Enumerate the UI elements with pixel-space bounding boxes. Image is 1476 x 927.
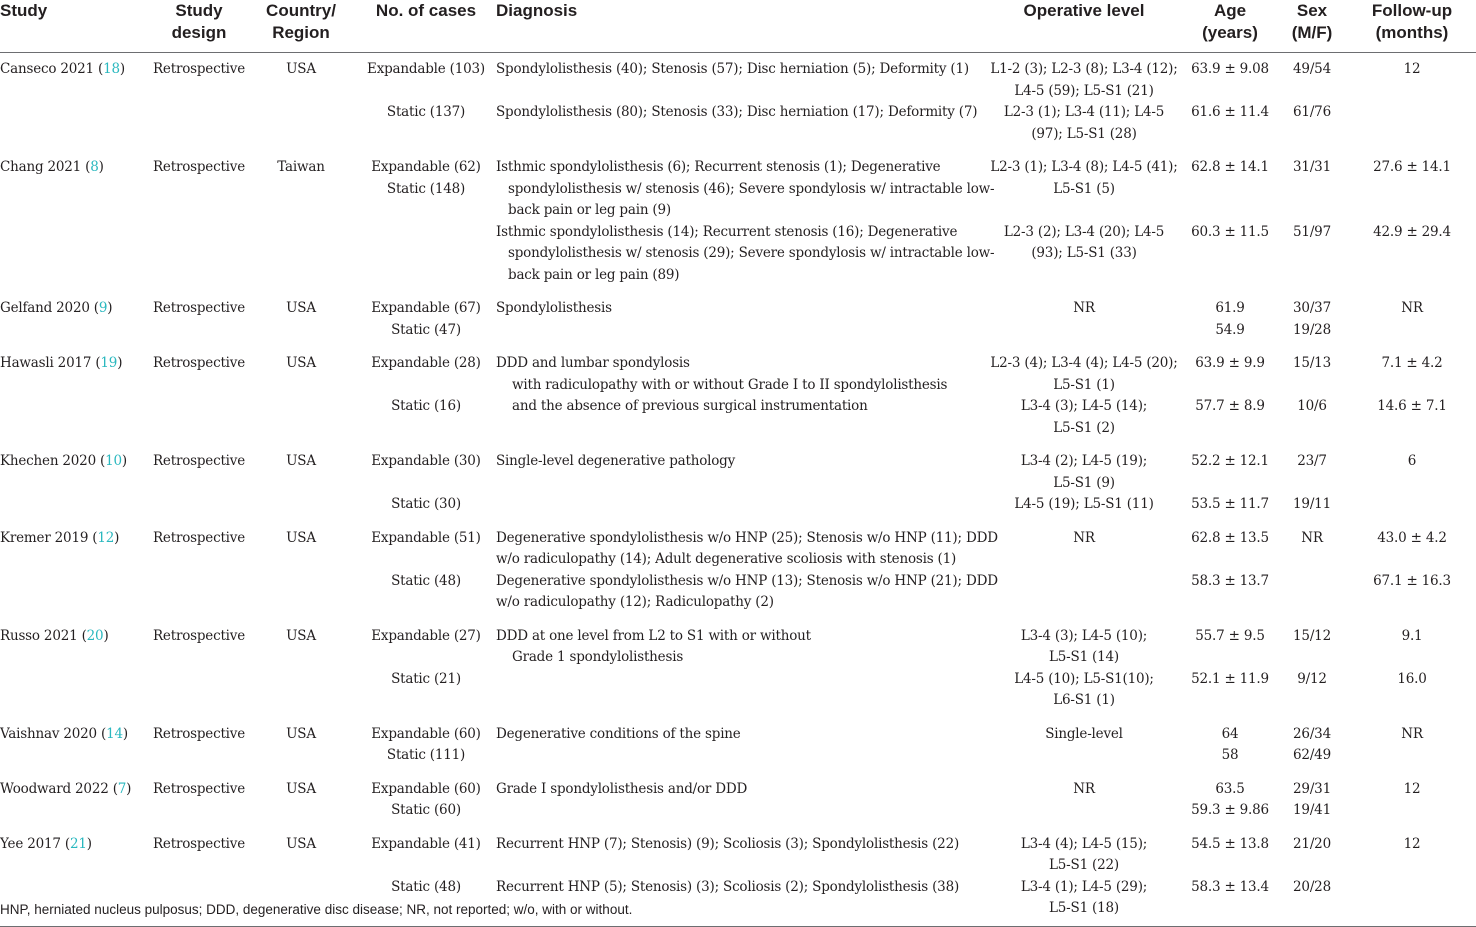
header-follow-up: Follow-up (months) [1371, 1, 1453, 42]
sex-cell: 29/31 19/41 [1293, 780, 1331, 818]
follow-up-cell: 12 [1403, 61, 1421, 77]
table-row [0, 222, 1476, 293]
follow-up-cell: 12 [1403, 835, 1421, 852]
study-cell: Vaishnav 2020 (14) [0, 725, 128, 742]
age-cell: 62.8 ± 13.5 58.3 ± 13.7 [1191, 529, 1269, 589]
country-cell: USA [286, 61, 316, 77]
design-cell: Retrospective [152, 780, 246, 797]
study-cell: Yee 2017 (21) [0, 835, 92, 852]
age-cell: 61.9 54.9 [1215, 300, 1245, 338]
country-cell: USA [286, 780, 316, 797]
table-row [0, 445, 1476, 522]
table-header [0, 0, 1476, 53]
sex-cell: 61/76 [1293, 104, 1331, 120]
diagnosis-cell: Spondylolisthesis (80); Stenosis (33); Disc herniation (17); Deformity (7) [496, 104, 978, 120]
level-cell: NR [1073, 300, 1095, 316]
follow-up-cell: 27.6 ± 14.1 [1373, 159, 1451, 175]
design-cell: Retrospective [152, 453, 246, 469]
country-cell: USA [286, 355, 316, 371]
design-cell: Retrospective [152, 355, 246, 371]
sex-cell: 15/12 9/12 [1293, 627, 1331, 687]
age-cell: 54.5 ± 13.8 58.3 ± 13.4 [1191, 835, 1269, 895]
cases-cell: Expandable (62) Static (148) [371, 159, 481, 197]
level-cell: NR [1073, 780, 1095, 797]
diagnosis-cell: Isthmic spondylolisthesis (14); Recurrent stenosis (16); Degenerative spondylolisthesis w/ stenosis (29); Severe spondylosis w/ intractable low- back pain or leg pain (89) [496, 223, 995, 283]
level-cell: L3-4 (3); L4-5 (10); L5-S1 (14) L4-5 (10); L5-S1(10); L6-S1 (1) [1014, 627, 1154, 708]
follow-up-cell: 12 [1403, 780, 1421, 797]
table-row [0, 292, 1476, 347]
sex-cell: 21/20 20/28 [1293, 835, 1331, 895]
diagnosis-cell: DDD and lumbar spondylosis with radiculopathy with or without Grade I to II spondylolisthesis and the absence of previous surgical instrumentation [496, 355, 948, 414]
header-cases: No. of cases [375, 1, 477, 20]
level-cell: NR [1073, 529, 1095, 546]
sex-cell: 49/54 [1293, 61, 1331, 77]
level-cell: L2-3 (2); L3-4 (20); L4-5 (93); L5-S1 (33) [1003, 223, 1165, 261]
design-cell: Retrospective [152, 529, 246, 546]
study-cell: Gelfand 2020 (9) [0, 300, 113, 316]
diagnosis-cell: Recurrent HNP (7); Stenosis) (9); Scoliosis (3); Spondylolisthesis (22) Recurrent HNP (5); Stenosis) (3); Scoliosis (2); Spondylolisthesis (38) [496, 835, 960, 895]
level-cell: L3-4 (4); L4-5 (15); L5-S1 (22) L3-4 (1); L4-5 (29); L5-S1 (18) [1020, 835, 1148, 916]
table-row [0, 347, 1476, 445]
header-country: Country/ Region [266, 1, 336, 42]
sex-cell: 31/31 [1293, 159, 1331, 175]
sex-cell: NR [1301, 529, 1323, 546]
age-cell: 52.2 ± 12.1 53.5 ± 11.7 [1191, 453, 1269, 512]
diagnosis-cell: Spondylolisthesis [496, 300, 612, 316]
age-cell: 60.3 ± 11.5 [1191, 223, 1269, 240]
follow-up-cell: NR [1401, 725, 1423, 742]
diagnosis-cell: Degenerative spondylolisthesis w/o HNP (25); Stenosis w/o HNP (11); DDD w/o radiculopathy (14); Adult degenerative scoliosis with stenosis (1) Degenerative spondylolisthesis w/o HNP (13); Stenosis w/o HNP (21); DDD w/o radiculopathy (12); Radiculopathy (2) [496, 529, 998, 610]
sex-cell: 26/34 62/49 [1293, 725, 1331, 763]
age-cell: 61.6 ± 11.4 [1191, 104, 1269, 120]
study-cell: Khechen 2020 (10) [0, 453, 127, 469]
level-cell: L2-3 (4); L3-4 (4); L4-5 (20); L5-S1 (1) L3-4 (3); L4-5 (14); L5-S1 (2) [990, 355, 1178, 436]
design-cell: Retrospective [152, 835, 246, 852]
diagnosis-cell: Single-level degenerative pathology [496, 453, 736, 469]
country-cell: USA [286, 627, 316, 644]
sex-cell: 51/97 [1293, 223, 1331, 240]
diagnosis-cell: Spondylolisthesis (40); Stenosis (57); Disc herniation (5); Deformity (1) [496, 61, 969, 77]
sex-cell: 23/7 19/11 [1293, 453, 1331, 512]
cases-cell: Expandable (60) Static (60) [371, 780, 481, 818]
study-cell: Woodward 2022 (7) [0, 780, 132, 797]
age-cell: 55.7 ± 9.5 52.1 ± 11.9 [1191, 627, 1269, 687]
study-cell: Chang 2021 (8) [0, 159, 104, 175]
reference-link[interactable]: 14 [106, 725, 123, 742]
design-cell: Retrospective [152, 627, 246, 644]
cases-cell: Expandable (27) Static (21) [371, 627, 481, 687]
country-cell: Taiwan [277, 159, 325, 175]
country-cell: USA [286, 453, 316, 469]
follow-up-cell: 7.1 ± 4.2 14.6 ± 7.1 [1377, 355, 1447, 414]
country-cell: USA [286, 835, 316, 852]
table-row [0, 522, 1476, 620]
study-cell: Kremer 2019 (12) [0, 529, 120, 546]
cases-cell: Expandable (67) Static (47) [371, 300, 481, 338]
table-row [0, 718, 1476, 773]
age-cell: 62.8 ± 14.1 [1191, 159, 1269, 175]
header-operative-level: Operative level [1023, 1, 1145, 20]
reference-link[interactable]: 12 [97, 529, 115, 546]
cases-cell: Expandable (103) [367, 61, 485, 77]
follow-up-cell: 43.0 ± 4.2 67.1 ± 16.3 [1373, 529, 1451, 589]
cases-cell: Expandable (30) Static (30) [371, 453, 481, 512]
cases-cell: Expandable (51) Static (48) [371, 529, 481, 589]
study-cell: Russo 2021 (20) [0, 627, 109, 644]
header-sex: Sex (M/F) [1291, 1, 1333, 42]
table-row [0, 151, 1476, 222]
reference-link[interactable]: 18 [103, 61, 120, 77]
reference-link[interactable]: 9 [98, 300, 108, 316]
level-cell: L2-3 (1); L3-4 (11); L4-5 (97); L5-S1 (28) [1003, 104, 1165, 142]
table-row [0, 53, 1476, 103]
cases-cell: Expandable (28) Static (16) [371, 355, 481, 414]
reference-link[interactable]: 21 [69, 835, 87, 852]
level-cell: L2-3 (1); L3-4 (8); L4-5 (41); L5-S1 (5) [990, 159, 1178, 197]
diagnosis-cell: Grade I spondylolisthesis and/or DDD [496, 780, 748, 797]
reference-link[interactable]: 7 [117, 780, 127, 797]
follow-up-cell: 6 [1407, 453, 1417, 469]
country-cell: USA [286, 725, 316, 742]
header-study: Study [0, 1, 48, 20]
age-cell: 63.5 59.3 ± 9.86 [1191, 780, 1269, 818]
table-footnote: HNP, herniated nucleus pulposus; DDD, degenerative disc disease; NR, not reported; w/o, with or without. [0, 902, 633, 917]
cases-cell: Static (137) [386, 104, 466, 120]
diagnosis-cell: Isthmic spondylolisthesis (6); Recurrent stenosis (1); Degenerative spondylolisthesis w/ stenosis (46); Severe spondylosis w/ intractable low- back pain or leg pain (9) [496, 159, 995, 218]
reference-link[interactable]: 20 [86, 627, 104, 644]
reference-link[interactable]: 19 [100, 355, 118, 371]
header-diagnosis: Diagnosis [496, 1, 578, 20]
cases-cell: Expandable (41) Static (48) [371, 835, 481, 895]
design-cell: Retrospective [152, 300, 246, 316]
age-cell: 63.9 ± 9.08 [1191, 61, 1269, 77]
design-cell: Retrospective [152, 61, 246, 77]
follow-up-cell: 42.9 ± 29.4 [1373, 223, 1451, 240]
design-cell: Retrospective [152, 159, 246, 175]
country-cell: USA [286, 529, 316, 546]
sex-cell: 15/13 10/6 [1293, 355, 1331, 414]
study-cell: Canseco 2021 (18) [0, 61, 125, 77]
diagnosis-cell: Degenerative conditions of the spine [496, 725, 741, 742]
level-cell: L3-4 (2); L4-5 (19); L5-S1 (9) L4-5 (19); L5-S1 (11) [1014, 453, 1154, 512]
cases-cell: Expandable (60) Static (111) [371, 725, 481, 763]
diagnosis-cell: DDD at one level from L2 to S1 with or without Grade 1 spondylolisthesis [496, 627, 811, 665]
table-row [0, 620, 1476, 718]
design-cell: Retrospective [152, 725, 246, 742]
sex-cell: 30/37 19/28 [1293, 300, 1331, 338]
table-row [0, 102, 1476, 151]
follow-up-cell: 9.1 16.0 [1397, 627, 1427, 687]
study-cell: Hawasli 2017 (19) [0, 355, 123, 371]
reference-link[interactable]: 8 [90, 159, 99, 175]
header-study-design: Study design [171, 1, 227, 42]
header-age: Age (years) [1202, 1, 1258, 42]
reference-link[interactable]: 10 [105, 453, 122, 469]
level-cell: Single-level [1045, 725, 1123, 742]
country-cell: USA [286, 300, 316, 316]
level-cell: L1-2 (3); L2-3 (8); L3-4 (12); L4-5 (59); L5-S1 (21) [990, 61, 1178, 99]
table-row [0, 773, 1476, 828]
age-cell: 64 58 [1221, 725, 1239, 763]
follow-up-cell: NR [1401, 300, 1423, 316]
age-cell: 63.9 ± 9.9 57.7 ± 8.9 [1195, 355, 1265, 414]
table-body [0, 53, 1476, 927]
